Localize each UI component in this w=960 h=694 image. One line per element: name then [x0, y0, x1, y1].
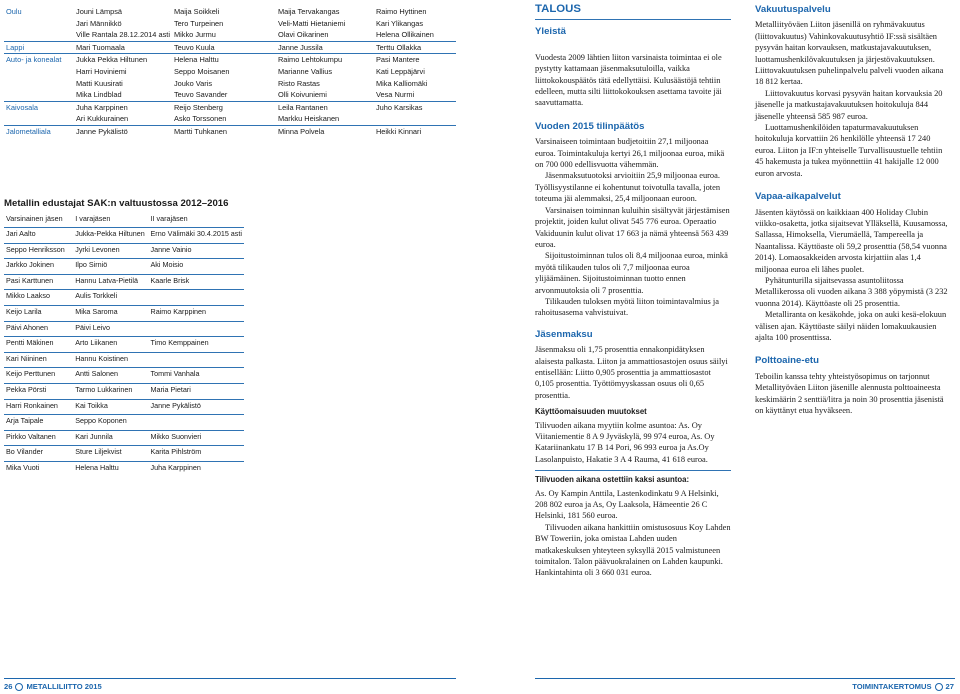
footer-left	[4, 682, 102, 691]
district-name	[4, 29, 74, 41]
representative-name: Minna Polvela	[276, 125, 374, 137]
sak-member-name: Timo Kemppainen	[149, 337, 245, 353]
circle-icon	[15, 683, 23, 691]
sak-member-name: Pirkko Valtanen	[4, 430, 73, 446]
vapaa-p1: Jäsenten käytössä on kaikkiaan 400 Holiday Clubin viikko-osaketta, jotka sijaitsevat Ylläksellä, Kuusamossa, Sallassa, Himoksella, Vierumäellä, Tampereella ja Naantalissa. Käyttöaste oli 59,2 prosenttia (58,54 vuonna 2014). Lomaosakkeiden arvosta kirjattiin alas 1,4 miljoonaa euroa eli lähes puolet.	[755, 207, 948, 274]
representative-name: Teuvo Savander	[173, 90, 228, 100]
district-table-body	[4, 6, 456, 138]
section-rule	[535, 470, 731, 471]
district-table-row	[4, 6, 456, 18]
representative-name: Kari Ylikangas	[375, 18, 424, 28]
district-table-row	[4, 18, 456, 30]
sak-council-heading: Metallin edustajat SAK:n valtuustossa 2012–2016	[4, 198, 229, 209]
sak-table-row	[4, 321, 244, 337]
yleista-title: Yleistä	[535, 26, 566, 38]
section-rule	[535, 19, 731, 20]
sak-member-name: Pasi Karttunen	[4, 274, 73, 290]
tilinpaatos-p4: Sijoitustoiminnan tulos oli 8,4 miljoonaa euroa, minkä myötä tilikauden tulos oli 7,7 miljoonaa euroa ylijäämäinen. Sijoitustoiminnan tuotto ennen arvonmuutoksia oli 7 prosenttia.	[535, 251, 728, 295]
jasenmaksu-text: Jäsenmaksu oli 1,75 prosenttia ennakonpidätyksen alaisesta palkasta. Liiton ja ammattiosastojen osuus säilyi entisellään: Liitto 0,905 prosenttia ja ammattiosastot 0,105 prosenttia. Työttömyyskassan osuus oli 0,65 prosenttia.	[535, 345, 728, 400]
sak-member-name: Keijo Perttunen	[4, 368, 73, 384]
vakuutus-p3: Luottamushenkilöiden tapaturmavakuutuksen hoitokuluja korvattiin 26 henkilölle yhteensä 17 240 euroa. Liiton ja IF:n yhteiselle Turvallisuustuelle tehtiin 45 hakemusta ja tukea myönnettiin 41 hakijalle 12 000 euron arvosta.	[755, 123, 943, 178]
services-column	[755, 4, 951, 416]
representative-name: Maija Soikkeli	[173, 7, 220, 16]
district-table-row	[4, 125, 456, 137]
representative-name: Martti Tuhkanen	[172, 125, 276, 137]
sak-table-row	[4, 399, 244, 415]
sak-member-name: Kaarle Brisk	[149, 274, 245, 290]
representative-name: Leila Rantanen	[276, 101, 374, 113]
vapaa-title: Vapaa-aikapalvelut	[755, 191, 841, 203]
publication-name-left: METALLILIITTO 2015	[26, 682, 102, 691]
representative-name: Reijo Stenberg	[172, 101, 276, 113]
sak-member-name: Seppo Henriksson	[4, 243, 73, 259]
district-name	[4, 78, 74, 90]
representative-name: Seppo Moisanen	[173, 66, 230, 76]
tilinpaatos-p2: Jäsenmaksutuotoksi arvioitiin 25,9 miljoonaa euroa. Työllisyystilanne ei kohentunut toivotulla tavalla, joten toteuma jäi alemmaksi, 25,4 miljoonaan euroon.	[535, 171, 721, 204]
representative-name: Jukka Pekka Hiltunen	[74, 54, 172, 66]
sak-member-name: Jarkko Jokinen	[4, 259, 73, 275]
representative-name: Mika Lindblad	[76, 90, 122, 100]
tilinpaatos-p5: Tilikauden tuloksen myötä liiton toimintavalmius ja rahoitusasema vahvistuivat.	[535, 296, 719, 318]
representative-name: Raimo Lehtokumpu	[276, 54, 374, 66]
representative-name: Mika Kalliomäki	[375, 78, 428, 88]
district-table-row	[4, 66, 456, 78]
sak-table-row	[4, 352, 244, 368]
sak-member-name: Tarmo Lukkarinen	[73, 383, 148, 399]
circle-icon	[935, 683, 943, 691]
vakuutus-p2: Liittovakuutus korvasi pysyvän haitan korvauksia 20 jäsenelle ja matkustajavakuutuksen hoitokuluja 844 jäsenelle yhteensä 585 987 euroa.	[755, 88, 943, 121]
sak-column-header: I varajäsen	[75, 214, 111, 223]
representative-name: Asko Torssonen	[173, 114, 227, 124]
representative-name: Pasi Mantere	[374, 54, 456, 66]
sak-member-name: Keijo Larila	[4, 305, 73, 321]
representative-name: Jouni Lämpsä	[76, 7, 123, 16]
representative-name: Matti Kuusirati	[76, 78, 123, 88]
sak-member-name: Päivi Ahonen	[4, 321, 73, 337]
district-table-row	[4, 89, 456, 101]
sak-table-row	[4, 305, 244, 321]
district-table-row	[4, 113, 456, 125]
representative-name: Vesa Nurmi	[375, 90, 415, 100]
sak-council-table	[4, 213, 244, 477]
district-name	[4, 66, 74, 78]
footer-right	[852, 682, 954, 691]
representative-name: Janne Jussila	[276, 41, 374, 54]
footer-rule-left	[4, 678, 456, 679]
sak-member-name: Mika Vuoti	[4, 461, 73, 476]
sak-member-name: Jukka-Pekka Hiltunen	[73, 228, 148, 244]
representative-name: Mikko Jurmu	[173, 30, 216, 40]
sak-table-body	[4, 213, 244, 477]
representative-name: Terttu Ollakka	[374, 41, 456, 54]
sak-member-name	[149, 321, 245, 337]
sak-table-row	[4, 290, 244, 306]
sak-table-row	[4, 337, 244, 353]
representative-name: Ville Rantala 28.12.2014 asti	[76, 30, 170, 40]
talous-title: TALOUS	[535, 3, 581, 15]
vakuutus-p1: Metalliityöväen Liiton jäsenillä on ryhmävakuutus (liittovakuutus) Vahinkovakuutusyhtiö IF:ssä sisältäen pysyvän haitan korvauksen, matkustajavakuutuksen, luottamushenkilövakuutuksen ja järjestövakuutuksen. Liittovakuutuksen puhelinpalvelu palveli vuoden aikana 18 812 kertaa.	[755, 20, 944, 87]
representative-name: Tero Turpeinen	[173, 18, 224, 28]
sak-table-row	[4, 259, 244, 275]
sak-member-name: Ilpo Sirniö	[73, 259, 148, 275]
sak-member-name: Helena Halttu	[73, 461, 148, 476]
vakuutus-title: Vakuutuspalvelu	[755, 4, 831, 15]
vapaa-p3: Metalliranta on kesäkohde, joka on auki kesä-elokuun välisen ajan. Käyttöaste säilyi näiden lomakuukausien ajalta 100 prosenttissa.	[755, 310, 947, 342]
sak-member-name: Janne Pykälistö	[149, 399, 245, 415]
sak-member-name: Jari Aalto	[4, 228, 73, 244]
sak-member-name: Sture Liljekvist	[73, 446, 148, 462]
sak-member-name: Mikko Suonvieri	[149, 430, 245, 446]
sak-member-name: Jyrki Levonen	[73, 243, 148, 259]
representative-name: Harri Hoviniemi	[76, 66, 127, 76]
sak-member-name: Arja Taipale	[4, 415, 73, 431]
representative-name: Jouko Varis	[173, 78, 213, 88]
sak-table-row	[4, 415, 244, 431]
representative-name: Olavi Oikarinen	[277, 30, 329, 40]
district-name	[4, 113, 74, 125]
sak-member-name: Arto Liikanen	[73, 337, 148, 353]
jasenmaksu-title: Jäsenmaksu	[535, 328, 593, 340]
representative-name: Olli Koivuniemi	[277, 90, 327, 100]
vapaa-p2: Pyhätunturilla sijaitsevassa asuntoliitossa Metallikerossa oli vuoden aikana 3 388 yöpymistä (3 232 vuonna 2014). Käyttöaste oli 25 prosenttia.	[755, 275, 948, 308]
sak-member-name: Bo Vilander	[4, 446, 73, 462]
district-name: Oulu	[6, 7, 22, 16]
representative-name: Raimo Hyttinen	[375, 7, 427, 16]
representative-name: Ari Kukkurainen	[76, 114, 129, 124]
footer-rule-right	[535, 678, 955, 679]
sak-table-row	[4, 383, 244, 399]
representative-name: Veli-Matti Hietaniemi	[277, 18, 346, 28]
page-number-left: 26	[4, 682, 13, 691]
district-name: Jalometalliala	[4, 125, 74, 137]
sak-member-name: Päivi Leivo	[73, 321, 148, 337]
sak-member-name: Kai Toikka	[73, 399, 148, 415]
polttoaine-text: Teboilin kanssa tehty yhteistyösopimus on tarjonnut Metallityöväen Liiton jäsenille alennusta polttoaineesta keskimäärin 2 senttiä/litra ja noin 30 prosenttia jäsenistä on käyttänyt etua hyväkseen.	[755, 371, 944, 415]
representative-name: Maija Tervakangas	[277, 7, 340, 16]
sak-member-name: Pentti Mäkinen	[4, 337, 73, 353]
sak-member-name: Mika Saroma	[73, 305, 148, 321]
district-table-row	[4, 41, 456, 54]
district-name	[4, 89, 74, 101]
sak-member-name: Karita Pihlström	[149, 446, 245, 462]
district-name	[4, 18, 74, 30]
sak-member-name: Antti Salonen	[73, 368, 148, 384]
sak-member-name: Mikko Laakso	[4, 290, 73, 306]
sak-member-name: Pekka Pörsti	[4, 383, 73, 399]
sak-table-row	[4, 430, 244, 446]
sak-member-name: Hannu Latva-Pietilä	[73, 274, 148, 290]
sak-member-name: Kari Junnila	[73, 430, 148, 446]
district-representatives-table	[4, 6, 456, 138]
representative-name: Helena Ollikainen	[375, 30, 434, 40]
talous-column	[535, 4, 731, 579]
district-name: Kaivosala	[4, 101, 74, 113]
sak-member-name: Tommi Vanhala	[149, 368, 245, 384]
representative-name: Helena Halttu	[172, 54, 276, 66]
sak-member-name: Aulis Torkkeli	[73, 290, 148, 306]
sak-member-name: Hannu Koistinen	[73, 352, 148, 368]
sak-table-row	[4, 228, 244, 244]
sak-member-name: Aki Moisio	[149, 259, 245, 275]
representative-name: Juha Karppinen	[74, 101, 172, 113]
sak-table-row	[4, 243, 244, 259]
kayttoomaisuus-title: Käyttöomaisuuden muutokset	[535, 407, 647, 417]
sak-member-name: Maria Pietari	[149, 383, 245, 399]
representative-name: Teuvo Kuula	[172, 41, 276, 54]
representative-name: Janne Pykälistö	[74, 125, 172, 137]
sak-member-name: Erno Välimäki 30.4.2015 asti	[149, 228, 245, 244]
representative-name: Mari Tuomaala	[74, 41, 172, 54]
publication-name-right: TOIMINTAKERTOMUS	[852, 682, 932, 691]
sak-member-name	[149, 290, 245, 306]
sak-member-name: Harri Ronkainen	[4, 399, 73, 415]
sak-member-name	[149, 415, 245, 431]
tilinpaatos-p1: Varsinaiseen toimintaan budjetoitiin 27,1 miljoonaa euroa. Toimintakuluja kertyi 26,1 miljoonaa euroa, mikä on 700 000 edellisvuotta vähemmän.	[535, 137, 725, 170]
yleista-text: Vuodesta 2009 lähtien liiton varsinaista toimintaa ei ole pystytty kattamaan jäsenmaksutuloilla, vaikka liittokokouspäätös tätä edellyttäisi. Kulusäästöjä tehtiin edelleen, mutta silti liittokokouksen asettama tavoite jäi saavuttamatta.	[535, 52, 722, 108]
tilinpaatos-title: Vuoden 2015 tilinpäätös	[535, 120, 645, 132]
district-name: Auto- ja konealat	[4, 54, 74, 66]
representative-name: Marianne Vallius	[277, 66, 333, 76]
page-number-right: 27	[945, 682, 954, 691]
sak-table-row	[4, 461, 244, 476]
sak-member-name: Kari Niininen	[4, 352, 73, 368]
sak-member-name	[149, 352, 245, 368]
representative-name: Kati Leppäjärvi	[375, 66, 425, 76]
sak-table-row	[4, 446, 244, 462]
tilinpaatos-p3: Varsinaisen toiminnan kuluihin sisältyvät järjestämisen projektit, joiden kulut olivat 545 776 euroa. Operaatio Vakiduunin kulut olivat 17 663 ja nämä yhteensä 563 439 euroa.	[535, 205, 730, 249]
representative-name: Risto Rastas	[277, 78, 320, 88]
representative-name: Juho Karsikas	[374, 101, 456, 113]
sak-member-name: Seppo Koponen	[73, 415, 148, 431]
sak-table-row	[4, 368, 244, 384]
sak-member-name: Juha Karppinen	[149, 461, 245, 476]
district-name: Lappi	[4, 41, 74, 54]
representative-name: Jari Männikkö	[76, 18, 122, 28]
ostetut-p2: Tilivuoden aikana hankittiin omistusosuus Koy Lahden BW Toweriin, joka omistaa Lahden uuden matkakeskuksen yhteyteen syksyllä 2015 valmistuneen toimitalon. Talon päävuokralainen on Lahden kaupunki. Hankintahinta oli 3 660 031 euroa.	[535, 522, 731, 578]
district-table-row	[4, 54, 456, 66]
district-table-row	[4, 101, 456, 113]
representative-name: Heikki Kinnari	[374, 125, 456, 137]
sak-table-header-row	[4, 213, 244, 228]
ostetut-title: Tilivuoden aikana ostettiin kaksi asuntoa:	[535, 475, 690, 485]
district-table-row	[4, 78, 456, 90]
sak-table-row	[4, 274, 244, 290]
sak-column-header: Varsinainen jäsen	[6, 214, 63, 223]
representative-name	[374, 113, 456, 125]
district-table-row	[4, 29, 456, 41]
polttoaine-title: Polttoaine-etu	[755, 355, 819, 367]
sak-member-name: Janne Vainio	[149, 243, 245, 259]
sak-column-header: II varajäsen	[150, 214, 188, 223]
ostetut-p1: As. Oy Kampin Anttila, Lastenkodinkatu 9 A Helsinki, 208 802 euroa ja As, Oy Laaksola, Hämeentie 26 C Helsinki, 181 560 euroa.	[535, 488, 719, 521]
kayttoomaisuus-text: Tilivuoden aikana myytiin kolme asuntoa: As. Oy Viitaniementie 8 A 9 Jyväskylä, 99 974 euroa, As. Oy Katariinankatu 17 B 14 Pori, 96 993 euroa ja As.Oy Lasolanpuisto, Hakatie 3 A 4 Rauma, 41 618 euroa.	[535, 420, 715, 464]
sak-member-name: Raimo Karppinen	[149, 305, 245, 321]
left-page	[0, 0, 460, 694]
representative-name: Markku Heiskanen	[277, 114, 340, 124]
